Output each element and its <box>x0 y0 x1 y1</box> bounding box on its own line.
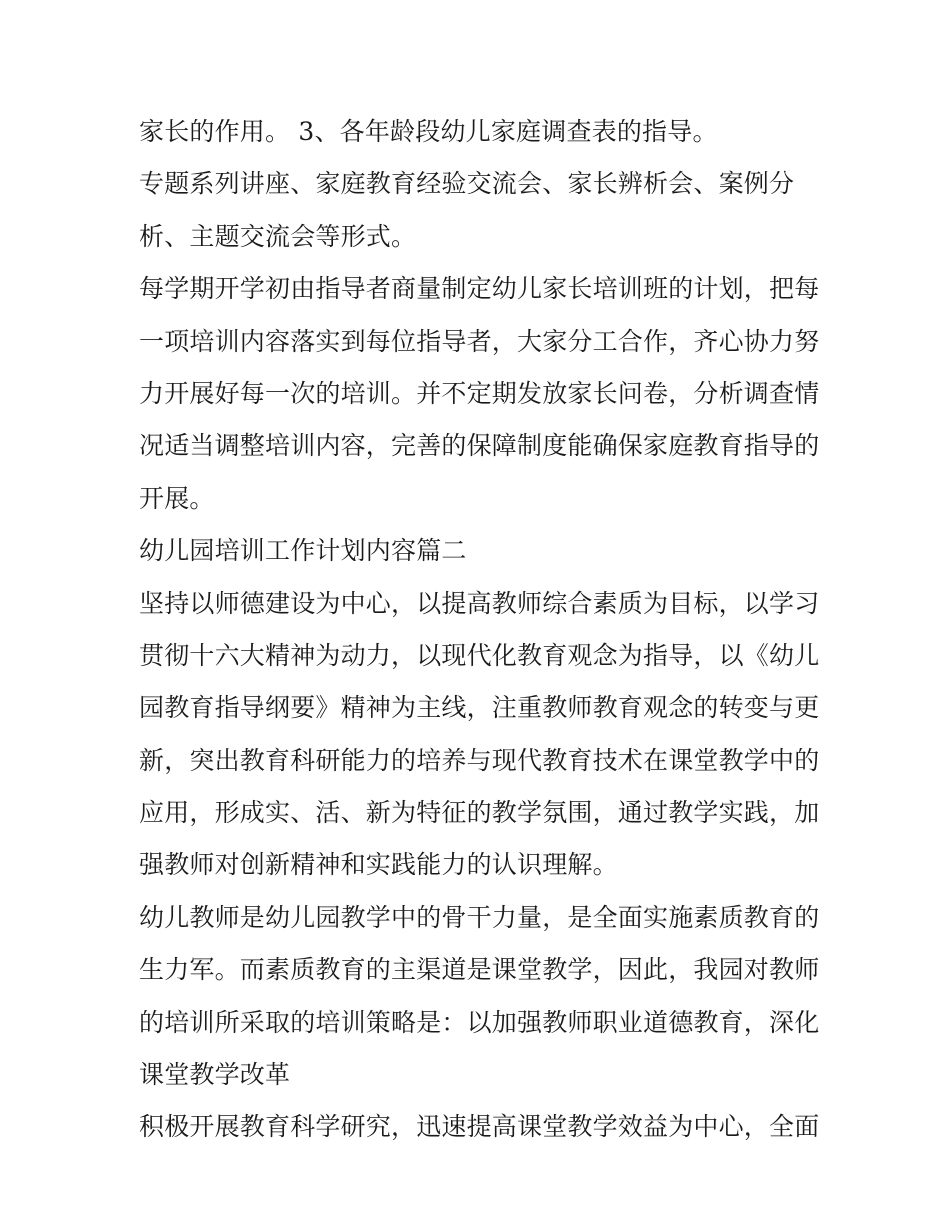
text-line: 坚持以师德建设为中心，以提高教师综合素质为目标，以学习 <box>139 588 820 618</box>
text-line: 幼儿教师是幼儿园教学中的骨干力量，是全面实施素质教育的 <box>139 902 820 932</box>
text-line: 况适当调整培训内容，完善的保障制度能确保家庭教育指导的 <box>139 431 820 461</box>
text-line: 专题系列讲座、家庭教育经验交流会、家长辨析会、案例分 <box>139 169 795 199</box>
text-line: 应用，形成实、活、新为特征的教学氛围，通过教学实践，加 <box>139 798 820 828</box>
text-line: 生力军。而素质教育的主渠道是课堂教学，因此，我园对教师 <box>139 955 820 985</box>
text-line: 析、主题交流会等形式。 <box>139 221 417 251</box>
text-line: 家长的作用。 3、各年龄段幼儿家庭调查表的指导。 <box>139 117 718 146</box>
text-line: 贯彻十六大精神为动力，以现代化教育观念为指导，以《幼儿 <box>139 640 820 670</box>
section-heading: 幼儿园培训工作计划内容篇二 <box>139 536 467 566</box>
text-line: 的培训所采取的培训策略是：以加强教师职业道德教育，深化 <box>139 1007 820 1037</box>
text-line: 积极开展教育科学研究，迅速提高课堂教学效益为中心，全面 <box>139 1112 820 1142</box>
text-line: 力开展好每一次的培训。并不定期发放家长问卷，分析调查情 <box>139 378 820 408</box>
text-line: 园教育指导纲要》精神为主线，注重教师教育观念的转变与更 <box>139 693 820 723</box>
text-line: 新，突出教育科研能力的培养与现代教育技术在课堂教学中的 <box>139 745 820 775</box>
text-line: 强教师对创新精神和实践能力的认识理解。 <box>139 850 618 880</box>
text-line: 课堂教学改革 <box>139 1060 291 1090</box>
text-line: 开展。 <box>139 483 215 513</box>
text-line: 每学期开学初由指导者商量制定幼儿家长培训班的计划，把每 <box>139 274 820 304</box>
text-line: 一项培训内容落实到每位指导者，大家分工合作，齐心协力努 <box>139 326 820 356</box>
document-body <box>139 106 819 1154</box>
